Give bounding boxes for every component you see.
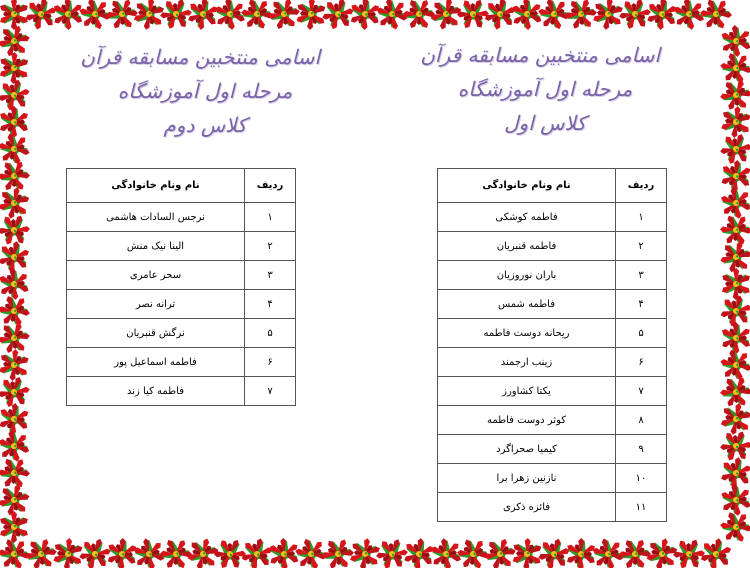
header-full-name: نام ونام خانوادگی [438, 169, 616, 203]
table-row [438, 319, 667, 348]
poinsettia-flower [0, 101, 36, 144]
student-name: فاطمه شمس [438, 290, 616, 319]
student-name: ترانه نصر [67, 290, 245, 319]
student-name: فائزه ذکری [438, 493, 616, 522]
poinsettia-flower [718, 400, 750, 437]
poinsettia-flower [0, 76, 33, 114]
class-one-label: کلاس اول [504, 111, 586, 135]
table-row [438, 348, 667, 377]
row-number: ۷ [616, 377, 667, 406]
poinsettia-flower [716, 74, 750, 115]
poinsettia-flower [182, 0, 223, 34]
class-two-label: کلاس دوم [163, 113, 247, 137]
row-number: ۳ [245, 261, 296, 290]
poinsettia-flower [21, 0, 60, 33]
row-number: ۵ [616, 319, 667, 348]
row-number: ۸ [616, 406, 667, 435]
poinsettia-flower [480, 534, 519, 568]
poinsettia-flower [714, 208, 750, 252]
poinsettia-flower [158, 0, 193, 31]
poinsettia-flower [456, 0, 489, 30]
poinsettia-flower [643, 535, 680, 568]
poinsettia-flower [715, 371, 750, 413]
student-name: نرگش قنبریان [67, 319, 245, 348]
row-number: ۲ [245, 232, 296, 261]
student-name: کیمیا صحراگرد [438, 435, 616, 464]
poinsettia-flower [0, 262, 36, 306]
poinsettia-flower [51, 537, 84, 568]
poinsettia-flower [505, 0, 549, 36]
table-row [438, 493, 667, 522]
poinsettia-flower [672, 538, 706, 568]
table-row [67, 261, 296, 290]
student-name: نازنین زهرا برا [438, 464, 616, 493]
poinsettia-flower [214, 538, 247, 568]
row-number: ۶ [616, 348, 667, 377]
poinsettia-flower [719, 104, 750, 140]
poinsettia-flower [480, 0, 520, 34]
table-row [67, 290, 296, 319]
row-number: ۵ [245, 319, 296, 348]
class-two-heading [80, 40, 320, 142]
row-number: ۱ [245, 203, 296, 232]
table-row [438, 290, 667, 319]
poinsettia-flower [344, 0, 387, 35]
poinsettia-flower [641, 0, 683, 35]
poinsettia-flower [0, 398, 35, 440]
row-number: ۱۰ [616, 464, 667, 493]
row-number: ۲ [616, 232, 667, 261]
table-header-row [67, 169, 296, 203]
poinsettia-flower [155, 532, 198, 568]
row-number: ۱۱ [616, 493, 667, 522]
student-name: نرجس السادات هاشمی [67, 203, 245, 232]
header-full-name: نام ونام خانوادگی [67, 169, 245, 203]
table-row [438, 377, 667, 406]
poinsettia-flower [719, 429, 750, 462]
student-name: سحر عامری [67, 261, 245, 290]
poinsettia-flower [0, 51, 30, 84]
poinsettia-flower [535, 535, 573, 568]
table-row [67, 232, 296, 261]
poinsettia-flower [0, 214, 31, 247]
row-number: ۷ [245, 377, 296, 406]
table-row [438, 464, 667, 493]
student-name: باران نوروزیان [438, 261, 616, 290]
table-row [67, 348, 296, 377]
student-name: ریحانه دوست فاطمه [438, 319, 616, 348]
poinsettia-flower [614, 533, 656, 568]
student-name: فاطمه قنبریان [438, 232, 616, 261]
class-two-title: اسامی منتخبین مسابقه قرآن [80, 45, 320, 69]
header-row-number: ردیف [616, 169, 667, 203]
row-number: ۳ [616, 261, 667, 290]
table-row [438, 261, 667, 290]
class-one-heading [420, 38, 660, 140]
student-name: فاطمه کوشکی [438, 203, 616, 232]
poinsettia-flower [76, 536, 113, 568]
table-row [438, 203, 667, 232]
poinsettia-flower [451, 532, 495, 568]
poinsettia-flower [0, 532, 36, 568]
poinsettia-flower [0, 0, 29, 30]
poinsettia-flower [289, 532, 333, 568]
class-two-stage: مرحله اول آموزشگاه [117, 79, 293, 103]
table-row [67, 203, 296, 232]
poinsettia-flower [0, 237, 34, 277]
table-row [67, 319, 296, 348]
poinsettia-flower [617, 0, 653, 31]
table-row [438, 406, 667, 435]
student-name: فاطمه اسماعیل پور [67, 348, 245, 377]
class-two-table [66, 168, 296, 406]
poinsettia-flower [295, 0, 328, 31]
poinsettia-flower [0, 511, 29, 543]
class-one-table [437, 168, 667, 522]
poinsettia-flower [208, 0, 252, 36]
class-one-stage: مرحله اول آموزشگاه [457, 77, 633, 101]
student-name: الینا نیک منش [67, 232, 245, 261]
poinsettia-flower [184, 535, 222, 568]
row-number: ۱ [616, 203, 667, 232]
student-name: کوثر دوست فاطمه [438, 406, 616, 435]
poinsettia-flower [427, 0, 465, 33]
poinsettia-flower [0, 184, 32, 222]
table-row [67, 377, 296, 406]
row-number: ۴ [245, 290, 296, 319]
row-number: ۴ [616, 290, 667, 319]
poinsettia-flower [720, 268, 750, 301]
table-header-row [438, 169, 667, 203]
row-number: ۹ [616, 435, 667, 464]
table-row [438, 232, 667, 261]
poinsettia-flower [511, 537, 543, 568]
student-name: یکتا کشاورز [438, 377, 616, 406]
poinsettia-flower [46, 0, 89, 36]
poinsettia-flower [0, 347, 31, 382]
poinsettia-flower [21, 534, 61, 568]
class-one-title: اسامی منتخبین مسابقه قرآن [420, 43, 660, 67]
header-row-number: ردیف [245, 169, 296, 203]
poinsettia-flower [717, 237, 750, 277]
row-number: ۶ [245, 348, 296, 377]
student-name: فاطمه کیا زند [67, 377, 245, 406]
poinsettia-flower [374, 537, 410, 568]
poinsettia-flower [717, 292, 750, 330]
student-name: زینب ارجمند [438, 348, 616, 377]
table-row [438, 435, 667, 464]
poinsettia-flower [317, 533, 358, 568]
poinsettia-flower [319, 0, 357, 32]
